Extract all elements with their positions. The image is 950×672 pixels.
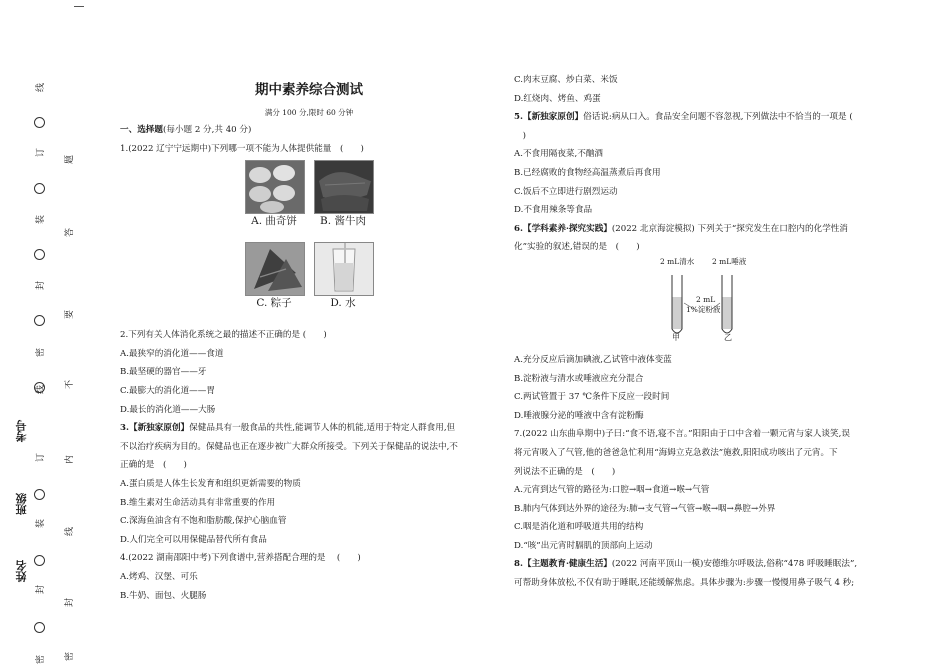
binding-char: 订: [36, 452, 47, 463]
q2-option-d: D.最长的消化道——大肠: [120, 404, 216, 415]
q7-option-b: B.肺内气体到达外界的途径为:肺→支气管→气管→喉→咽→鼻腔→外界: [514, 503, 776, 514]
question-6: 6.【学科素养·探究实践】(2022 北京海淀模拟) 下列关于“探究发生在口腔内的化学性消: [514, 223, 848, 234]
question-6-line-2: 化”实验的叙述,错误的是 ( ): [514, 242, 640, 253]
binding-hole-icon: [34, 183, 45, 194]
binding-char: 封: [36, 584, 47, 595]
binding-char: 线: [36, 82, 47, 93]
binding-note-char: 内: [65, 454, 76, 465]
binding-note-char: 要: [65, 309, 76, 320]
question-5: 5.【新独家原创】俗话说:病从口入。食品安全问题不容忽视,下列做法中不恰当的一项是 (: [514, 112, 853, 123]
q3-option-d: D.人们完全可以用保健品替代所有食品: [120, 534, 267, 545]
question-7-line-2: 将元宵吸入了气管,他的爸爸急忙利用“海姆立克急救法”施救,阳阳成功咳出了元宵。下: [514, 447, 838, 458]
right-column: [514, 71, 894, 593]
question-2: 2.下列有关人体消化系统之最的描述不正确的是 ( ): [120, 330, 327, 341]
fig-caption-d: D. 水: [330, 297, 356, 310]
binding-hole-icon: [34, 622, 45, 633]
q3-option-b: B.维生素对生命活动具有非常重要的作用: [120, 497, 276, 508]
binding-note-char: 线: [65, 526, 76, 537]
tube-yi-label: 乙: [724, 332, 732, 342]
tube-2-label: 2 mL唾液: [712, 256, 747, 266]
q6-option-b: B.淀粉液与清水或唾液应充分混合: [514, 373, 644, 384]
test-tube-diagram: [514, 257, 894, 351]
question-8-line-2: 可帮助身体放松,不仅有助于睡眠,还能缓解焦虑。具体步骤为:步骤一慢慢用鼻子吸气 4 秒;: [514, 578, 855, 589]
question-1: 1.(2022 辽宁宁远期中)下列哪一项不能为人体提供能量 ( ): [120, 143, 364, 154]
question-7: 7.(2022 山东曲阜期中)子曰:“食不语,寝不言。”阳阳由于口中含着一颗元宵与家人谈笑,误: [514, 429, 850, 440]
binding-note-char: 题: [65, 154, 76, 165]
q7-option-a: A.元宵到达气管的路径为:口腔→咽→食道→喉→气管: [514, 485, 710, 496]
binding-note-char: 封: [65, 597, 76, 608]
binding-hole-icon: [34, 117, 45, 128]
q7-option-d: D.“咳”出元宵时膈肌的顶部向上运动: [514, 540, 653, 551]
binding-note-char: 不: [65, 379, 76, 390]
q3-option-c: C.深海鱼油含有不饱和脂肪酸,保护心脑血管: [120, 516, 287, 527]
q6-option-d: D.唾液腺分泌的唾液中含有淀粉酶: [514, 410, 644, 421]
q4-option-d: D.红烧肉、烤鱼、鸡蛋: [514, 93, 601, 104]
q6-option-a: A.充分反应后滴加碘液,乙试管中液体变蓝: [514, 354, 672, 365]
question-3-line-2: 不以治疗疾病为目的。保健品也正在逐步被广大群众所接受。下列关于保健品的说法中,不: [120, 441, 458, 452]
q2-option-a: A.最狭窄的消化道——食道: [120, 348, 224, 359]
q5-option-b: B.已经腐败的食物经高温蒸煮后再食用: [514, 167, 661, 178]
tube-jia-label: 甲: [672, 332, 680, 342]
fig-caption-c: C. 粽子: [256, 297, 292, 310]
binding-label-2: 姓名: [15, 560, 28, 582]
question-3: 3.【新独家原创】保健品具有一般食品的共性,能调节人体的机能,适用于特定人群食用,但: [120, 423, 456, 434]
fig-caption-a: A. 曲奇饼: [251, 215, 297, 228]
binding-char: 装: [36, 214, 47, 225]
q7-option-c: C.咽是消化道和呼吸道共用的结构: [514, 522, 644, 533]
page-subtitle: 满分 100 分,限时 60 分钟: [264, 108, 354, 117]
q4-option-a: A.烤鸡、汉堡、可乐: [120, 571, 198, 582]
binding-note-char: 密: [65, 651, 76, 662]
beef-image: [314, 160, 374, 214]
q3-option-a: A.蛋白质是人体生长发育和组织更新需要的物质: [120, 478, 301, 489]
binding-note-char: 答: [65, 227, 76, 238]
question-5-line-2: ): [514, 130, 526, 141]
top-dash: [74, 6, 84, 7]
question-7-line-3: 列说法不正确的是 ( ): [514, 466, 616, 477]
binding-label-1: 班级: [15, 493, 28, 515]
mid-label-1: 2 mL: [696, 294, 716, 304]
fig-caption-b: B. 酱牛肉: [320, 215, 366, 228]
q5-option-a: A.不食用隔夜菜,不酗酒: [514, 149, 604, 160]
binding-hole-icon: [34, 489, 45, 500]
q6-option-c: C.两试管置于 37 ℃条件下反应一段时间: [514, 392, 670, 403]
q5-option-c: C.饭后不立即进行剧烈运动: [514, 186, 618, 197]
left-column: [120, 121, 498, 605]
binding-char: 封: [36, 280, 47, 291]
cookie-image: [245, 160, 305, 214]
binding-hole-icon: [34, 315, 45, 326]
question-1-figure: [120, 158, 498, 326]
water-image: [314, 242, 374, 296]
q2-option-c: C.最膨大的消化道——胃: [120, 385, 215, 396]
binding-char: 线: [36, 384, 47, 395]
binding-hole-icon: [34, 555, 45, 566]
binding-char: 密: [36, 654, 47, 665]
zongzi-image: [245, 242, 305, 296]
page-title: 期中素养综合测试: [255, 82, 363, 98]
binding-char: 订: [36, 147, 47, 158]
tube-1-label: 2 mL清水: [660, 256, 695, 266]
binding-char: 密: [36, 347, 47, 358]
question-3-line-3: 正确的是 ( ): [120, 460, 187, 471]
question-4: 4.(2022 湖南邵阳中考)下列食谱中,营养搭配合理的是 ( ): [120, 553, 361, 564]
q5-option-d: D.不食用辣条等食品: [514, 205, 593, 216]
q4-option-c: C.肉末豆腐、炒白菜、米饭: [514, 75, 618, 85]
mid-label-2: 1%淀粉液: [686, 304, 721, 314]
binding-char: 装: [36, 518, 47, 529]
q4-option-b: B.牛奶、面包、火腿肠: [120, 590, 207, 601]
section-heading: 一、选择题(每小题 2 分,共 40 分): [120, 125, 252, 135]
question-8: 8.【主题教育·健康生活】(2022 河南平顶山一模)安德维尔呼吸法,俗称“478 呼吸睡眠法”,: [514, 559, 858, 570]
q2-option-b: B.最坚硬的器官——牙: [120, 367, 207, 378]
binding-hole-icon: [34, 249, 45, 260]
binding-label-0: 考号: [15, 420, 28, 442]
